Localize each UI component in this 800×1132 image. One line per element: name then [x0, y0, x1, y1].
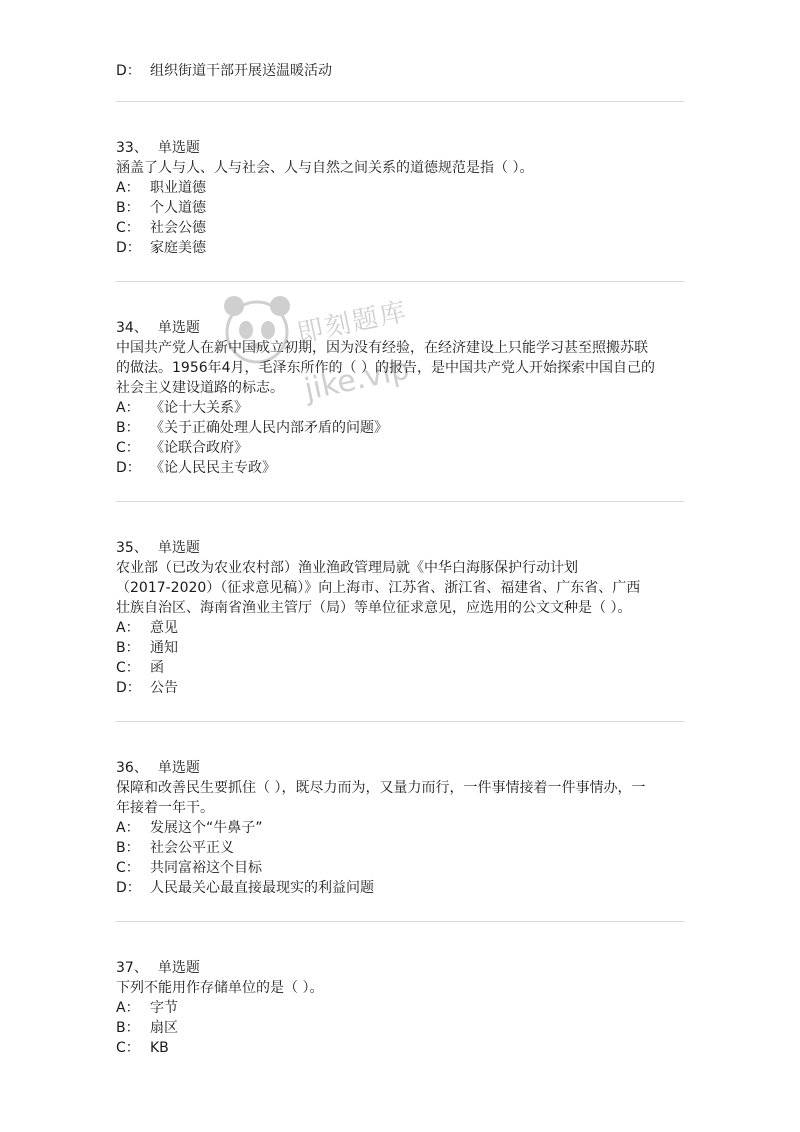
option-letter: B：	[116, 420, 140, 436]
option-b	[116, 838, 684, 858]
question-type: 单选题	[157, 760, 200, 776]
question-number: 37、	[116, 960, 148, 976]
option-letter: A：	[116, 820, 140, 836]
option-letter: D：	[116, 680, 141, 696]
question-stem-line: 的做法。1956年4月，毛泽东所作的（ ）的报告，是中国共产党人开始探索中国自己的	[116, 360, 655, 376]
option-c	[116, 658, 684, 678]
option-a	[116, 618, 684, 638]
divider	[116, 101, 684, 102]
question-stem: 涵盖了人与人、人与社会、人与自然之间关系的道德规范是指（ ）。	[116, 160, 534, 176]
question-header	[116, 318, 684, 338]
option-text: 家庭美德	[150, 240, 206, 256]
option-text: 函	[150, 660, 164, 676]
option-letter: B：	[116, 200, 140, 216]
option-letter: D：	[116, 460, 141, 476]
option-letter: A：	[116, 180, 140, 196]
question-number: 36、	[116, 760, 148, 776]
option-letter: D：	[116, 880, 141, 896]
option-text: 字节	[150, 1000, 178, 1016]
option-c	[116, 218, 684, 238]
question-type: 单选题	[157, 540, 200, 556]
option-d	[116, 678, 684, 698]
option-text: 通知	[150, 640, 178, 656]
option-text: 《论联合政府》	[150, 440, 248, 456]
option-d	[116, 61, 684, 81]
option-b	[116, 198, 684, 218]
question-type: 单选题	[157, 960, 200, 976]
watermark-text-cn: 即刻题库	[294, 296, 411, 350]
question-stem-line: 保障和改善民生要抓住（ ），既尽力而为，又量力而行，一件事情接着一件事情办，一	[116, 780, 646, 796]
option-letter: C：	[116, 1040, 140, 1056]
option-a	[116, 398, 684, 418]
option-c	[116, 438, 684, 458]
divider	[116, 501, 684, 502]
option-letter: B：	[116, 640, 140, 656]
question-33	[116, 138, 684, 258]
divider	[116, 281, 684, 282]
option-b	[116, 1018, 684, 1038]
question-number: 33、	[116, 140, 148, 156]
option-letter: A：	[116, 400, 140, 416]
option-text: 社会公平正义	[150, 840, 234, 856]
question-35	[116, 538, 684, 698]
option-text: 职业道德	[150, 180, 206, 196]
question-stem-line: 年接着一年干。	[116, 800, 214, 816]
option-b	[116, 418, 684, 438]
option-a	[116, 178, 684, 198]
option-text: 意见	[150, 620, 178, 636]
option-text: 《论十大关系》	[150, 400, 248, 416]
option-letter: C：	[116, 860, 140, 876]
option-text: 发展这个“牛鼻子”	[150, 820, 263, 836]
question-type: 单选题	[157, 320, 200, 336]
question-stem-line: 社会主义建设道路的标志。	[116, 380, 284, 396]
option-text: 共同富裕这个目标	[150, 860, 262, 876]
option-text: KB	[150, 1040, 169, 1056]
option-text: 人民最关心最直接最现实的利益问题	[150, 880, 374, 896]
question-number: 35、	[116, 540, 148, 556]
option-text: 扇区	[150, 1020, 178, 1036]
option-c	[116, 1038, 684, 1058]
option-letter: C：	[116, 660, 140, 676]
question-34	[116, 318, 684, 478]
option-text: 个人道德	[150, 200, 206, 216]
option-a	[116, 998, 684, 1018]
question-stem-line: 壮族自治区、海南省渔业主管厅（局）等单位征求意见，应选用的公文文种是（ ）。	[116, 600, 632, 616]
divider	[116, 721, 684, 722]
option-text: 《关于正确处理人民内部矛盾的问题》	[150, 420, 388, 436]
option-letter: A：	[116, 1000, 140, 1016]
option-b	[116, 638, 684, 658]
question-37	[116, 958, 684, 1058]
option-text: 《论人民民主专政》	[150, 460, 276, 476]
option-letter: C：	[116, 440, 140, 456]
option-a	[116, 818, 684, 838]
option-text: 组织街道干部开展送温暖活动	[150, 63, 332, 79]
option-letter: B：	[116, 840, 140, 856]
option-letter: B：	[116, 1020, 140, 1036]
question-stem-line: 中国共产党人在新中国成立初期，因为没有经验，在经济建设上只能学习甚至照搬苏联	[116, 340, 648, 356]
question-header	[116, 538, 684, 558]
watermark-text-url: jike.vip	[301, 351, 413, 408]
question-type: 单选题	[157, 140, 200, 156]
option-letter: D：	[116, 240, 141, 256]
question-stem-line: 农业部（已改为农业农村部）渔业渔政管理局就《中华白海豚保护行动计划	[116, 560, 578, 576]
option-text: 公告	[150, 680, 178, 696]
question-stem: 下列不能用作存储单位的是（ ）。	[116, 980, 324, 996]
option-d	[116, 458, 684, 478]
question-number: 34、	[116, 320, 148, 336]
divider	[116, 921, 684, 922]
question-header	[116, 758, 684, 778]
question-stem-line: （2017-2020）（征求意见稿）》向上海市、江苏省、浙江省、福建省、广东省、广西	[116, 580, 641, 596]
option-c	[116, 858, 684, 878]
question-36	[116, 758, 684, 898]
question-header	[116, 138, 684, 158]
option-text: 社会公德	[150, 220, 206, 236]
option-letter: D：	[116, 63, 141, 79]
previous-question-tail	[116, 61, 684, 81]
option-letter: A：	[116, 620, 140, 636]
question-header	[116, 958, 684, 978]
option-d	[116, 878, 684, 898]
option-d	[116, 238, 684, 258]
option-letter: C：	[116, 220, 140, 236]
